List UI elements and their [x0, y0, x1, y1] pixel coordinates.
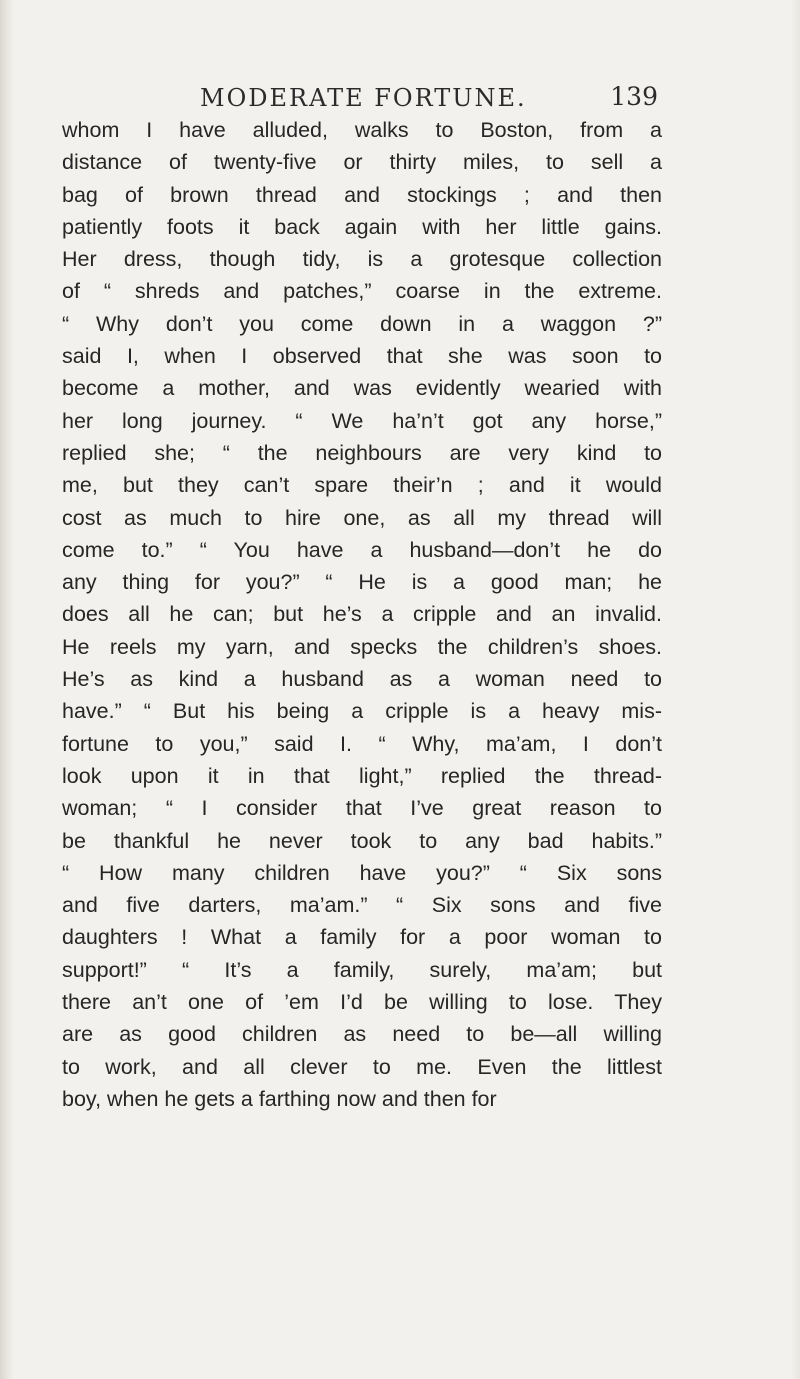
text-line: whom I have alluded, walks to Boston, from a [62, 118, 662, 142]
text-line: cost as much to hire one, as all my thread will [62, 505, 662, 530]
text-line: are as good children as need to be—all willing [62, 1022, 662, 1047]
text-line: be thankful he never took to any bad habits.” [62, 828, 662, 853]
page-edge-shadow [791, 0, 800, 1379]
text-line: her long journey. “ We ha’n’t got any horse,” [62, 408, 662, 433]
text-line: have.” “ But his being a cripple is a heavy mis- [62, 699, 662, 724]
text-line: “ How many children have you?” “ Six sons [62, 860, 662, 885]
text-line: me, but they can’t spare their’n ; and it would [62, 473, 662, 498]
text-line: any thing for you?” “ He is a good man; he [62, 570, 662, 595]
text-line: and five darters, ma’am.” “ Six sons and five [62, 893, 662, 918]
text-line: replied she; “ the neighbours are very kind to [62, 440, 662, 465]
text-line: does all he can; but he’s a cripple and an invalid. [62, 602, 662, 627]
text-line: of “ shreds and patches,” coarse in the extreme. [62, 279, 662, 304]
text-line: look upon it in that light,” replied the thread- [62, 763, 662, 788]
text-line: Her dress, though tidy, is a grotesque collection [62, 247, 662, 272]
text-line: fortune to you,” said I. “ Why, ma’am, I don’t [62, 731, 662, 756]
text-line: become a mother, and was evidently wearied with [62, 376, 662, 401]
gutter-shadow [0, 0, 14, 1379]
text-line: said I, when I observed that she was soon to [62, 344, 662, 369]
text-line: daughters ! What a family for a poor woman to [62, 925, 662, 950]
text-line: patiently foots it back again with her little gains. [62, 214, 662, 239]
text-line: bag of brown thread and stockings ; and then [62, 182, 662, 207]
text-line: support!” “ It’s a family, surely, ma’am; but [62, 957, 662, 982]
text-line: boy, when he gets a farthing now and then for [62, 1086, 497, 1111]
text-line: there an’t one of ’em I’d be willing to lose. They [62, 990, 662, 1015]
text-line: come to.” “ You have a husband—don’t he do [62, 537, 662, 562]
text-line: to work, and all clever to me. Even the littlest [62, 1054, 662, 1079]
text-line: “ Why don’t you come down in a waggon ?” [62, 311, 662, 336]
text-line: distance of twenty-five or thirty miles, to sell a [62, 150, 662, 175]
body-text [62, 114, 662, 1115]
text-line: He reels my yarn, and specks the children’s shoes. [62, 634, 662, 659]
page-number: 139 [610, 82, 658, 111]
running-head: MODERATE FORTUNE. [200, 84, 527, 112]
text-line: woman; “ I consider that I’ve great reason to [62, 796, 662, 821]
text-line: He’s as kind a husband as a woman need to [62, 667, 662, 692]
